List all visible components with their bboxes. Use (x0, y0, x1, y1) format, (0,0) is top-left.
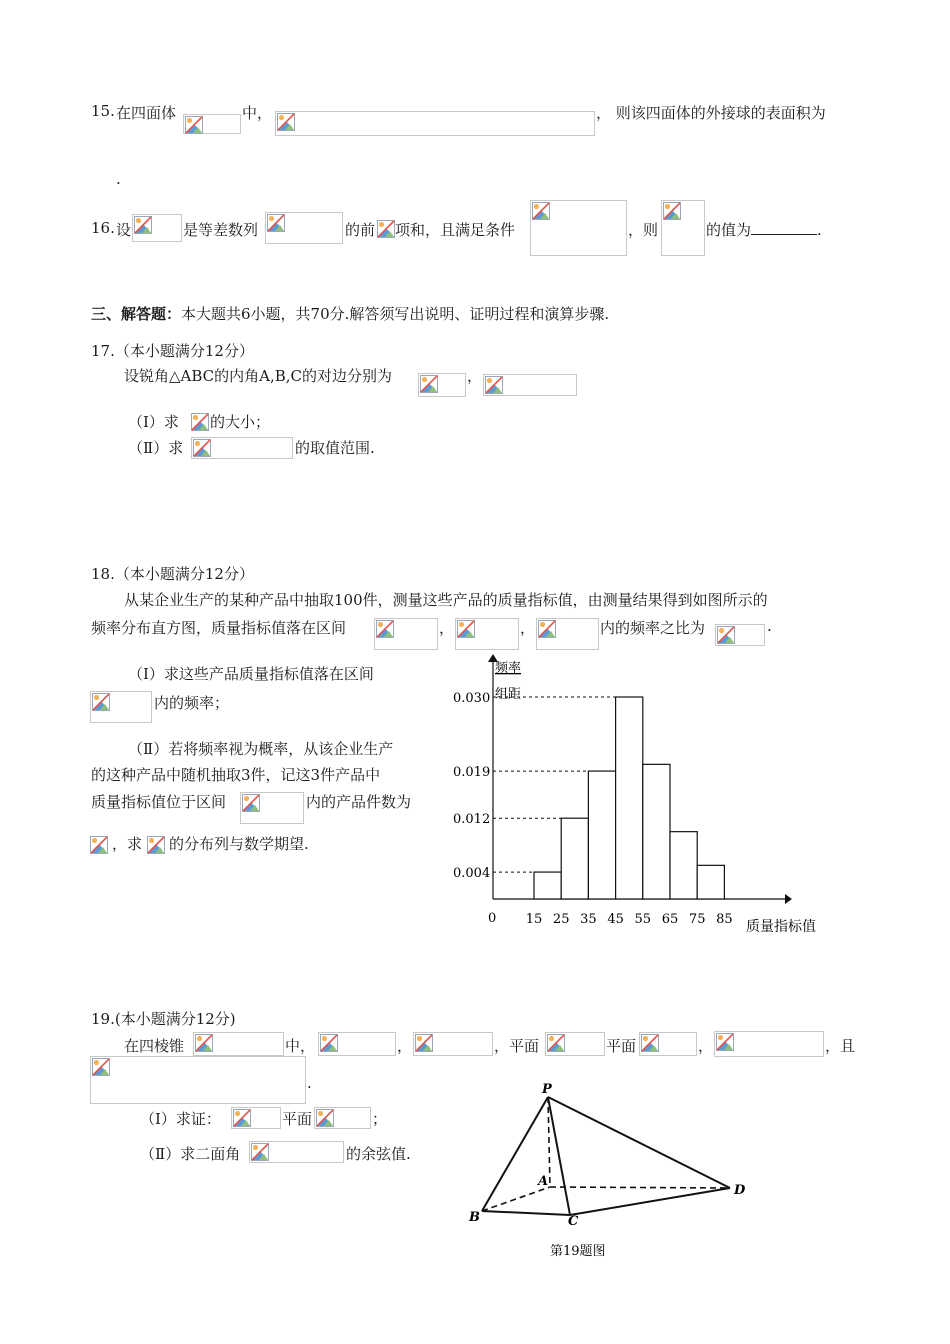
formula-image (90, 691, 152, 723)
formula-image (90, 1056, 306, 1104)
q18-part1-tail: 内的频率； (154, 694, 230, 712)
pyramid-figure (460, 1075, 760, 1265)
q18-heading: 18.（本小题满分12分） (91, 565, 254, 583)
label-b: B (469, 1210, 480, 1225)
broken-image-icon (376, 620, 394, 638)
q18-line-2-b: 内的频率之比为 (600, 619, 706, 637)
section-heading: 三、解答题：本大题共6小题，共70分.解答须写出说明、证明过程和演算步骤. (91, 305, 610, 323)
q18-part2-l4b: 的分布列与数学期望. (169, 835, 309, 853)
broken-image-icon (641, 1034, 659, 1052)
edge-pb (482, 1097, 548, 1211)
q18-part2-l4a: ，求 (112, 835, 143, 853)
q19-part1-c: ； (372, 1110, 388, 1128)
formula-image (314, 1107, 371, 1129)
broken-image-icon (547, 1034, 565, 1052)
broken-image-icon (277, 113, 295, 131)
q19-line-2-end: . (307, 1074, 312, 1092)
formula-image (536, 618, 599, 650)
formula-image (249, 1141, 344, 1163)
broken-image-icon (457, 620, 475, 638)
q19-text-5: ， (698, 1037, 714, 1055)
x-tick-label: 55 (634, 912, 652, 927)
q18-line-2: 频率分布直方图，质量指标值落在区间 (91, 619, 347, 637)
q17-heading: 17.（本小题满分12分） (91, 342, 254, 360)
formula-image (661, 200, 705, 256)
q19-text-4: 平面 (606, 1037, 637, 1055)
q15-text-3: ， 则该四面体的外接球的表面积为 (596, 104, 826, 122)
q17-line-1: 设锐角△ABC的内角A,B,C的对边分别为 (124, 367, 393, 385)
formula-image (483, 374, 577, 396)
broken-image-icon (267, 214, 285, 232)
q16-text-1: 设 (116, 221, 132, 239)
frequency-histogram (440, 650, 840, 950)
formula-image (231, 1107, 281, 1129)
edge-cd (570, 1188, 730, 1215)
q15-text-2: 中， (242, 104, 273, 122)
x-tick-label: 75 (688, 912, 706, 927)
broken-image-icon (316, 1109, 334, 1127)
x-tick-label: 35 (580, 912, 597, 927)
q18-line-2-end: . (767, 617, 772, 635)
broken-image-icon (92, 693, 110, 711)
formula-image (275, 111, 595, 136)
formula-image (377, 220, 395, 238)
q17-comma: ， (467, 367, 483, 385)
q17-part2-tail: 的取值范围. (295, 439, 375, 457)
formula-image (147, 836, 167, 856)
broken-image-icon (251, 1143, 269, 1161)
q19-part1: （Ⅰ）求证： (140, 1110, 221, 1128)
formula-image (715, 624, 765, 646)
q18-part2-l3-tail: 内的产品件数为 (306, 793, 412, 811)
broken-image-icon (195, 1034, 213, 1052)
broken-image-icon (191, 413, 209, 431)
histogram-bar (643, 764, 670, 899)
q18-part2-l3: 质量指标值位于区间 (91, 793, 227, 811)
q19-line-1: 在四棱锥 (124, 1037, 185, 1055)
broken-image-icon (717, 626, 735, 644)
formula-image (530, 200, 627, 256)
broken-image-icon (663, 202, 681, 220)
formula-image (193, 1032, 284, 1056)
y-label-bottom: 组距 (495, 687, 522, 702)
x-tick-label: 65 (661, 912, 679, 927)
y-tick-label: 0.004 (453, 866, 491, 882)
edge-bc (482, 1211, 570, 1215)
broken-image-icon (242, 794, 260, 812)
formula-image (418, 373, 466, 397)
broken-image-icon (90, 836, 108, 854)
formula-image (374, 618, 438, 650)
formula-image (90, 836, 110, 856)
q17-part1: （Ⅰ）求 (128, 413, 179, 431)
label-c: C (568, 1214, 579, 1229)
q17-part2: （Ⅱ）求 (128, 439, 184, 457)
q19-part2-tail: 的余弦值. (346, 1145, 411, 1163)
broken-image-icon (233, 1109, 251, 1127)
y-label-top: 频率 (495, 661, 522, 676)
broken-image-icon (716, 1033, 734, 1051)
q17-part1-tail: 的大小； (210, 413, 271, 431)
histogram-bar (616, 697, 643, 899)
x-tick-label: 25 (552, 912, 570, 927)
q16-number: 16. (91, 219, 115, 237)
formula-image (714, 1031, 824, 1057)
q18-part2-l1: （Ⅱ）若将频率视为概率，从该企业生产 (128, 740, 394, 758)
edge-pc (548, 1097, 570, 1215)
broken-image-icon (420, 375, 438, 393)
label-p: P (542, 1082, 552, 1097)
histogram-bar (561, 818, 588, 899)
q16-text-5: ，则 (628, 221, 659, 239)
q16-text-4: 项和，且满足条件 (395, 221, 516, 239)
formula-image (639, 1032, 697, 1056)
broken-image-icon (485, 376, 503, 394)
broken-image-icon (532, 202, 550, 220)
q19-heading: 19.(本小题满分12分) (91, 1010, 236, 1028)
answer-blank (751, 220, 817, 235)
origin-label: 0 (488, 911, 497, 926)
x-axis-arrow (785, 894, 792, 904)
q15-number: 15. (91, 102, 115, 120)
x-tick-label: 85 (716, 912, 733, 927)
q19-part1-b: 平面 (282, 1110, 313, 1128)
label-a: A (538, 1174, 549, 1189)
q18-comma-1: ， (439, 619, 455, 637)
q19-text-3: ，平面 (494, 1037, 540, 1055)
formula-image (132, 214, 182, 242)
q18-part2-l2: 的这种产品中随机抽取3件，记这3件产品中 (91, 766, 381, 784)
q16-text-6: 的值为 . (706, 221, 822, 239)
formula-image (240, 792, 304, 824)
q19-text-1: 中， (285, 1037, 316, 1055)
broken-image-icon (147, 836, 165, 854)
y-tick-label: 0.019 (453, 765, 491, 781)
q19-part2: （Ⅱ）求二面角 (140, 1145, 241, 1163)
formula-image (191, 437, 293, 459)
histogram-bar (534, 872, 561, 899)
q18-line-1: 从某企业生产的某种产品中抽取100件，测量这些产品的质量指标值，由测量结果得到如图所示的 (124, 591, 768, 609)
formula-image (455, 618, 519, 650)
broken-image-icon (320, 1034, 338, 1052)
label-d: D (734, 1183, 746, 1198)
formula-image (265, 212, 343, 244)
histogram-bar (588, 771, 615, 899)
x-axis-label: 质量指标值 (746, 919, 816, 935)
q18-comma-2: ， (520, 619, 536, 637)
q19-text-6: ，且 (825, 1037, 856, 1055)
broken-image-icon (193, 439, 211, 457)
formula-image (183, 114, 241, 134)
figure-caption: 第19题图 (550, 1244, 606, 1259)
formula-image (318, 1032, 396, 1056)
formula-image (191, 413, 209, 431)
formula-image (545, 1032, 605, 1056)
broken-image-icon (134, 216, 152, 234)
histogram-bar (670, 832, 697, 899)
q15-tail: . (116, 170, 121, 188)
q15-text-1: 在四面体 (116, 104, 177, 122)
broken-image-icon (377, 220, 395, 238)
broken-image-icon (538, 620, 556, 638)
broken-image-icon (415, 1034, 433, 1052)
broken-image-icon (185, 116, 203, 134)
q18-part1: （Ⅰ）求这些产品质量指标值落在区间 (128, 665, 374, 683)
broken-image-icon (92, 1058, 110, 1076)
edge-ad-hidden (550, 1187, 730, 1188)
y-tick-label: 0.012 (453, 812, 491, 828)
edge-pd (548, 1097, 730, 1188)
x-tick-label: 15 (525, 912, 543, 927)
edge-ab-hidden (482, 1187, 550, 1211)
q16-text-2: 是等差数列 (183, 221, 259, 239)
formula-image (413, 1032, 493, 1056)
q16-text-3: 的前 (345, 221, 376, 239)
x-tick-label: 45 (607, 912, 624, 927)
y-tick-label: 0.030 (453, 691, 491, 706)
histogram-bar (697, 865, 724, 899)
q19-text-2: ， (397, 1037, 413, 1055)
